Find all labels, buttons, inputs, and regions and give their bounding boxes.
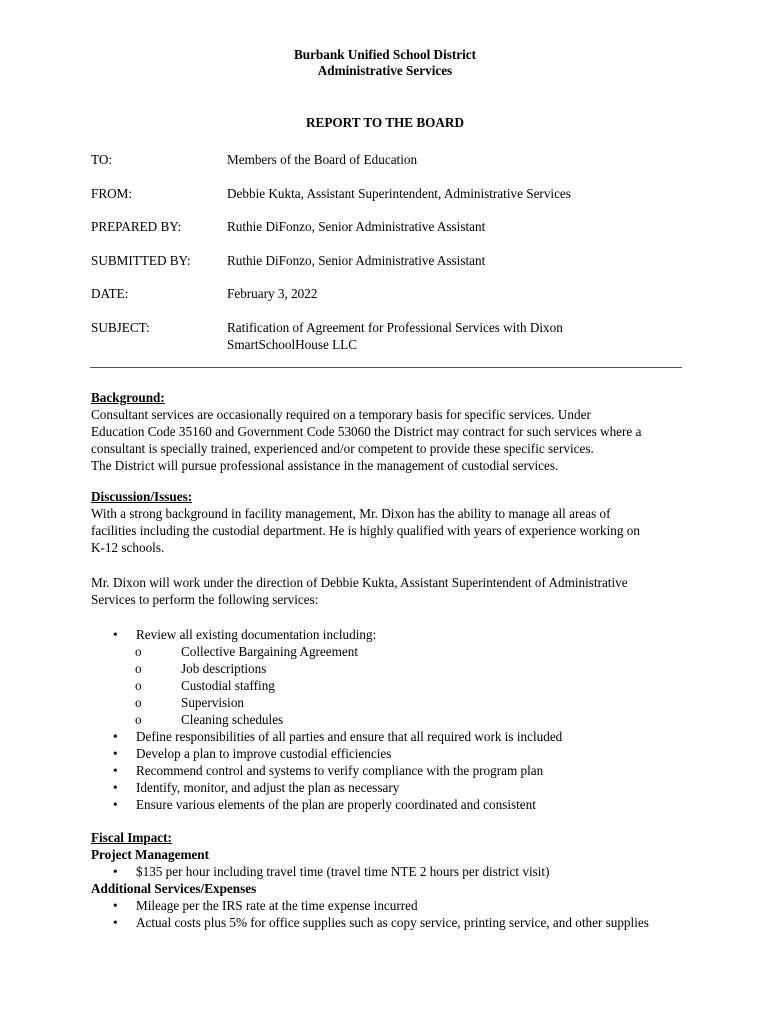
memo-value: Debbie Kukta, Assistant Superintendent, Administrative Services xyxy=(227,186,571,201)
memo-value xyxy=(227,319,647,353)
memo-label: SUBJECT: xyxy=(91,320,150,335)
fiscal-impact-heading: Fiscal Impact: xyxy=(91,830,172,845)
circle-bullet-icon: o xyxy=(135,712,142,727)
memo-label: TO: xyxy=(91,152,113,167)
memo-value: Members of the Board of Education xyxy=(227,152,418,167)
discussion-line: Mr. Dixon will work under the direction of Debbie Kukta, Assistant Superintendent of Administrative xyxy=(91,575,628,590)
circle-bullet-icon: o xyxy=(135,695,142,710)
subject-line-1: Ratification of Agreement for Professional Services with Dixon xyxy=(227,320,563,335)
list-item-text: Define responsibilities of all parties and ensure that all required work is included xyxy=(136,729,563,744)
bullet-icon: • xyxy=(113,898,118,913)
subject-line-2: SmartSchoolHouse LLC xyxy=(227,337,358,352)
report-title: REPORT TO THE BOARD xyxy=(306,115,464,130)
sub-list-item xyxy=(91,643,681,660)
list-item xyxy=(91,779,681,796)
list-item-text: Actual costs plus 5% for office supplies such as copy service, printing service, and other supplies xyxy=(136,915,649,930)
sub-list-item xyxy=(91,677,681,694)
background-line: Education Code 35160 and Government Code 53060 the District may contract for such services where a xyxy=(91,424,642,439)
sub-list-item-text: Supervision xyxy=(181,695,245,710)
list-item-text: Identify, monitor, and adjust the plan as necessary xyxy=(136,780,400,795)
list-item-text: $135 per hour including travel time (travel time NTE 2 hours per district visit) xyxy=(136,864,550,879)
list-item-text: Ensure various elements of the plan are properly coordinated and consistent xyxy=(136,797,536,812)
circle-bullet-icon: o xyxy=(135,644,142,659)
list-item-text: Review all existing documentation including: xyxy=(136,627,377,642)
list-item-text: Mileage per the IRS rate at the time expense incurred xyxy=(136,898,418,913)
memo-label: PREPARED BY: xyxy=(91,219,182,234)
background-line: consultant is specially trained, experienced and/or competent to provide these specific services. xyxy=(91,441,594,456)
discussion-line: With a strong background in facility management, Mr. Dixon has the ability to manage all areas of xyxy=(91,506,611,521)
background-heading: Background: xyxy=(91,390,165,405)
bullet-icon: • xyxy=(113,864,118,879)
circle-bullet-icon: o xyxy=(135,678,142,693)
bullet-icon: • xyxy=(113,729,118,744)
list-item-text: Recommend control and systems to verify compliance with the program plan xyxy=(136,763,544,778)
background-section xyxy=(91,389,681,474)
memo-value: Ruthie DiFonzo, Senior Administrative Assistant xyxy=(227,253,486,268)
letterhead xyxy=(0,47,770,79)
discussion-line: K-12 schools. xyxy=(91,540,165,555)
memo-label: DATE: xyxy=(91,286,129,301)
background-line: The District will pursue professional assistance in the management of custodial services. xyxy=(91,458,559,473)
department-name: Administrative Services xyxy=(317,63,453,78)
discussion-paragraph-2 xyxy=(91,574,681,608)
project-management-heading: Project Management xyxy=(91,847,210,862)
background-line: Consultant services are occasionally required on a temporary basis for specific services. Under xyxy=(91,407,591,422)
sub-list-item xyxy=(91,660,681,677)
memo-label: SUBMITTED BY: xyxy=(91,253,191,268)
list-item xyxy=(91,796,681,813)
list-item xyxy=(91,863,681,880)
sub-list-item-text: Job descriptions xyxy=(181,661,267,676)
discussion-heading: Discussion/Issues: xyxy=(91,489,193,504)
bullet-icon: • xyxy=(113,915,118,930)
memo-value: Ruthie DiFonzo, Senior Administrative Assistant xyxy=(227,219,486,234)
sub-list-item-text: Custodial staffing xyxy=(181,678,275,693)
bullet-icon: • xyxy=(113,780,118,795)
circle-bullet-icon: o xyxy=(135,661,142,676)
bullet-icon: • xyxy=(113,627,118,642)
discussion-section xyxy=(91,488,681,556)
services-list xyxy=(91,626,681,813)
additional-services-heading: Additional Services/Expenses xyxy=(91,881,257,896)
list-item xyxy=(91,897,681,914)
memo-label: FROM: xyxy=(91,186,133,201)
list-item-text: Develop a plan to improve custodial efficiencies xyxy=(136,746,392,761)
discussion-line: Services to perform the following services: xyxy=(91,592,319,607)
district-name: Burbank Unified School District xyxy=(293,47,477,62)
memo-value: February 3, 2022 xyxy=(227,286,318,301)
sub-list-item-text: Collective Bargaining Agreement xyxy=(181,644,359,659)
divider xyxy=(90,367,682,368)
sub-list-item xyxy=(91,711,681,728)
fiscal-impact-section xyxy=(91,829,681,931)
sub-list-item xyxy=(91,694,681,711)
list-item xyxy=(91,626,681,643)
list-item xyxy=(91,745,681,762)
discussion-line: facilities including the custodial department. He is highly qualified with years of experience working on xyxy=(91,523,640,538)
list-item xyxy=(91,728,681,745)
bullet-icon: • xyxy=(113,763,118,778)
list-item xyxy=(91,762,681,779)
bullet-icon: • xyxy=(113,797,118,812)
list-item xyxy=(91,914,681,931)
bullet-icon: • xyxy=(113,746,118,761)
sub-list-item-text: Cleaning schedules xyxy=(181,712,284,727)
